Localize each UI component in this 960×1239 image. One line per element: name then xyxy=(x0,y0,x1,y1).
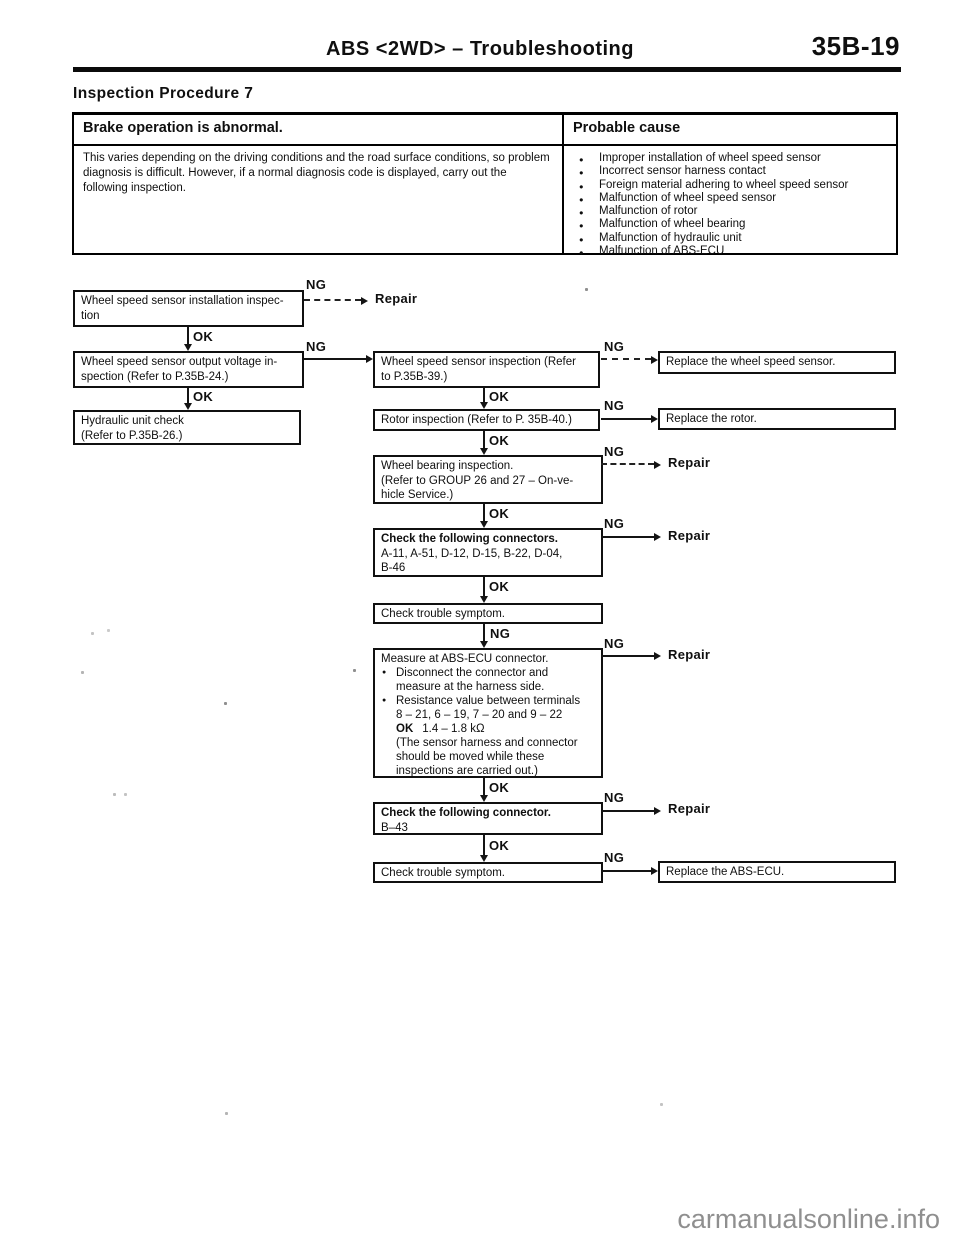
text-line: B–43 xyxy=(381,821,408,834)
text-line: measure at the harness side. xyxy=(396,681,545,693)
text-line: to P.35B-39.) xyxy=(381,370,448,383)
section-title: Inspection Procedure 7 xyxy=(73,85,254,102)
text-line: Wheel speed sensor installation inspec- xyxy=(81,295,284,307)
text-line: inspections are carried out.) xyxy=(396,765,538,777)
repair-label: Repair xyxy=(668,647,711,662)
repair-label: Repair xyxy=(375,291,418,306)
ok-label: OK xyxy=(489,389,510,404)
ng-label: NG xyxy=(604,790,625,805)
scan-speck xyxy=(585,288,588,291)
table-header-row xyxy=(74,115,896,146)
text-line: should be moved while these xyxy=(396,751,545,763)
text-line: Measure at ABS-ECU connector. xyxy=(381,653,549,665)
cause-item: ● Foreign material adhering to wheel speed sensor xyxy=(577,179,886,192)
text-line: Check the following connector. xyxy=(381,807,551,819)
flow-arrow-right xyxy=(601,655,654,657)
scan-speck xyxy=(660,1103,663,1106)
scan-speck xyxy=(225,1112,228,1115)
flow-arrow-down xyxy=(483,778,485,795)
ng-label: NG xyxy=(306,339,327,354)
text-line: (The sensor harness and connector xyxy=(396,737,578,749)
cause-item: ● Malfunction of wheel bearing xyxy=(577,218,886,231)
cause-item: ● Improper installation of wheel speed sensor xyxy=(577,152,886,165)
text-line: Check trouble symptom. xyxy=(381,608,505,620)
ng-label: NG xyxy=(604,516,625,531)
cause-item: ● Incorrect sensor harness contact xyxy=(577,165,886,178)
scan-speck xyxy=(81,671,84,674)
ok-label: OK xyxy=(489,433,510,448)
flow-node-check-connector-b43 xyxy=(373,802,603,835)
flow-node-output-voltage-inspection xyxy=(73,351,304,388)
text-line: ● Resistance value between terminals xyxy=(381,694,596,708)
flow-node-replace-abs-ecu xyxy=(658,861,896,883)
flow-arrow-right xyxy=(601,463,654,465)
flow-node-wheel-bearing-inspection xyxy=(373,455,603,504)
flow-arrow-right xyxy=(601,418,651,420)
text-line: spection (Refer to P.35B-24.) xyxy=(81,370,229,383)
text-line: B-46 xyxy=(381,562,406,574)
flow-node-measure-abs-ecu xyxy=(373,648,603,778)
ok-spec-value: 1.4 – 1.8 kΩ xyxy=(422,723,485,735)
scan-speck xyxy=(113,793,116,796)
ok-label: OK xyxy=(193,389,214,404)
flow-node-replace-wheel-speed-sensor xyxy=(658,351,896,374)
flow-arrow-down xyxy=(483,431,485,448)
symptom-text: This varies depending on the driving conditions and the road surface conditions, so problem diagnosis is difficult. However, if a normal diagnosis code is displayed, carry out the following inspection. xyxy=(74,146,564,255)
cause-item: ● Malfunction of ABS-ECU xyxy=(577,245,886,258)
flow-node-check-trouble-symptom-2 xyxy=(373,862,603,883)
flow-arrow-right xyxy=(601,536,654,538)
ok-label: OK xyxy=(489,838,510,853)
flow-arrow-down xyxy=(187,388,189,403)
text-line: Rotor inspection (Refer to P. 35B-40.) xyxy=(381,414,572,426)
flow-node-hydraulic-unit-check xyxy=(73,410,301,445)
scan-speck xyxy=(91,632,94,635)
ng-label: NG xyxy=(604,850,625,865)
ok-label: OK xyxy=(193,329,214,344)
text-line: A-11, A-51, D-12, D-15, B-22, D-04, xyxy=(381,547,563,560)
ng-label: NG xyxy=(490,626,511,641)
cause-header: Probable cause xyxy=(573,120,681,136)
header-rule xyxy=(73,67,901,72)
scan-speck xyxy=(224,702,227,705)
text-line: Check trouble symptom. xyxy=(381,867,505,879)
cause-cell xyxy=(564,146,896,258)
scan-speck xyxy=(124,793,127,796)
cause-list xyxy=(573,151,886,258)
text-line: Wheel bearing inspection. xyxy=(381,460,514,472)
table-body-row xyxy=(74,146,896,258)
flow-arrow-right xyxy=(304,358,366,360)
flow-arrow-down xyxy=(483,835,485,855)
text-line: tion xyxy=(81,309,100,322)
cause-item: ● Malfunction of hydraulic unit xyxy=(577,232,886,245)
flow-arrow-right xyxy=(601,810,654,812)
flow-node-rotor-inspection xyxy=(373,409,600,431)
flow-arrow-right xyxy=(601,870,651,872)
repair-label: Repair xyxy=(668,528,711,543)
flow-arrow-down xyxy=(483,504,485,521)
text-line: 8 – 21, 6 – 19, 7 – 20 and 9 – 22 xyxy=(396,709,563,721)
flow-arrow-right xyxy=(601,358,651,360)
text-line: Replace the rotor. xyxy=(666,413,757,425)
cause-item: ● Malfunction of rotor xyxy=(577,205,886,218)
flow-node-sensor-inspection xyxy=(373,351,600,388)
flow-node-installation-inspection xyxy=(73,290,304,327)
symptom-cause-table xyxy=(72,112,898,258)
text-line: Replace the ABS-ECU. xyxy=(666,866,785,878)
text-line: Replace the wheel speed sensor. xyxy=(666,356,836,368)
repair-label: Repair xyxy=(668,455,711,470)
ng-label: NG xyxy=(306,277,327,292)
text-line: Wheel speed sensor output voltage in- xyxy=(81,356,278,368)
ok-label: OK xyxy=(489,579,510,594)
ng-label: NG xyxy=(604,444,625,459)
ok-label: OK xyxy=(489,780,510,795)
ng-label: NG xyxy=(604,636,625,651)
text-line: hicle Service.) xyxy=(381,489,454,501)
flow-arrow-down xyxy=(483,388,485,402)
text-line: (Refer to P.35B-26.) xyxy=(81,429,183,442)
scan-speck xyxy=(107,629,110,632)
ng-label: NG xyxy=(604,339,625,354)
text-line xyxy=(381,722,596,736)
flow-arrow-down xyxy=(483,577,485,596)
flow-node-check-connectors xyxy=(373,528,603,577)
symptom-header: Brake operation is abnormal. xyxy=(74,115,564,144)
text-line: Wheel speed sensor inspection (Refer xyxy=(381,356,576,368)
scan-speck xyxy=(353,669,356,672)
flow-arrow-right xyxy=(304,299,361,301)
watermark: carmanualsonline.info xyxy=(677,1204,940,1234)
text-line: ● Disconnect the connector and xyxy=(381,666,596,680)
page-title: ABS <2WD> – Troubleshooting xyxy=(326,38,634,60)
flow-arrow-down xyxy=(483,624,485,641)
flow-node-replace-rotor xyxy=(658,408,896,430)
ng-label: NG xyxy=(604,398,625,413)
ok-label: OK xyxy=(489,506,510,521)
text-line: (Refer to GROUP 26 and 27 – On-ve- xyxy=(381,474,574,487)
page-number: 35B-19 xyxy=(811,31,900,61)
cause-item: ● Malfunction of wheel speed sensor xyxy=(577,192,886,205)
ok-spec-label: OK xyxy=(396,723,414,735)
text-line: Hydraulic unit check xyxy=(81,415,184,427)
flow-node-check-trouble-symptom-1 xyxy=(373,603,603,624)
flow-arrow-down xyxy=(187,327,189,344)
text-line: Check the following connectors. xyxy=(381,533,558,545)
repair-label: Repair xyxy=(668,801,711,816)
